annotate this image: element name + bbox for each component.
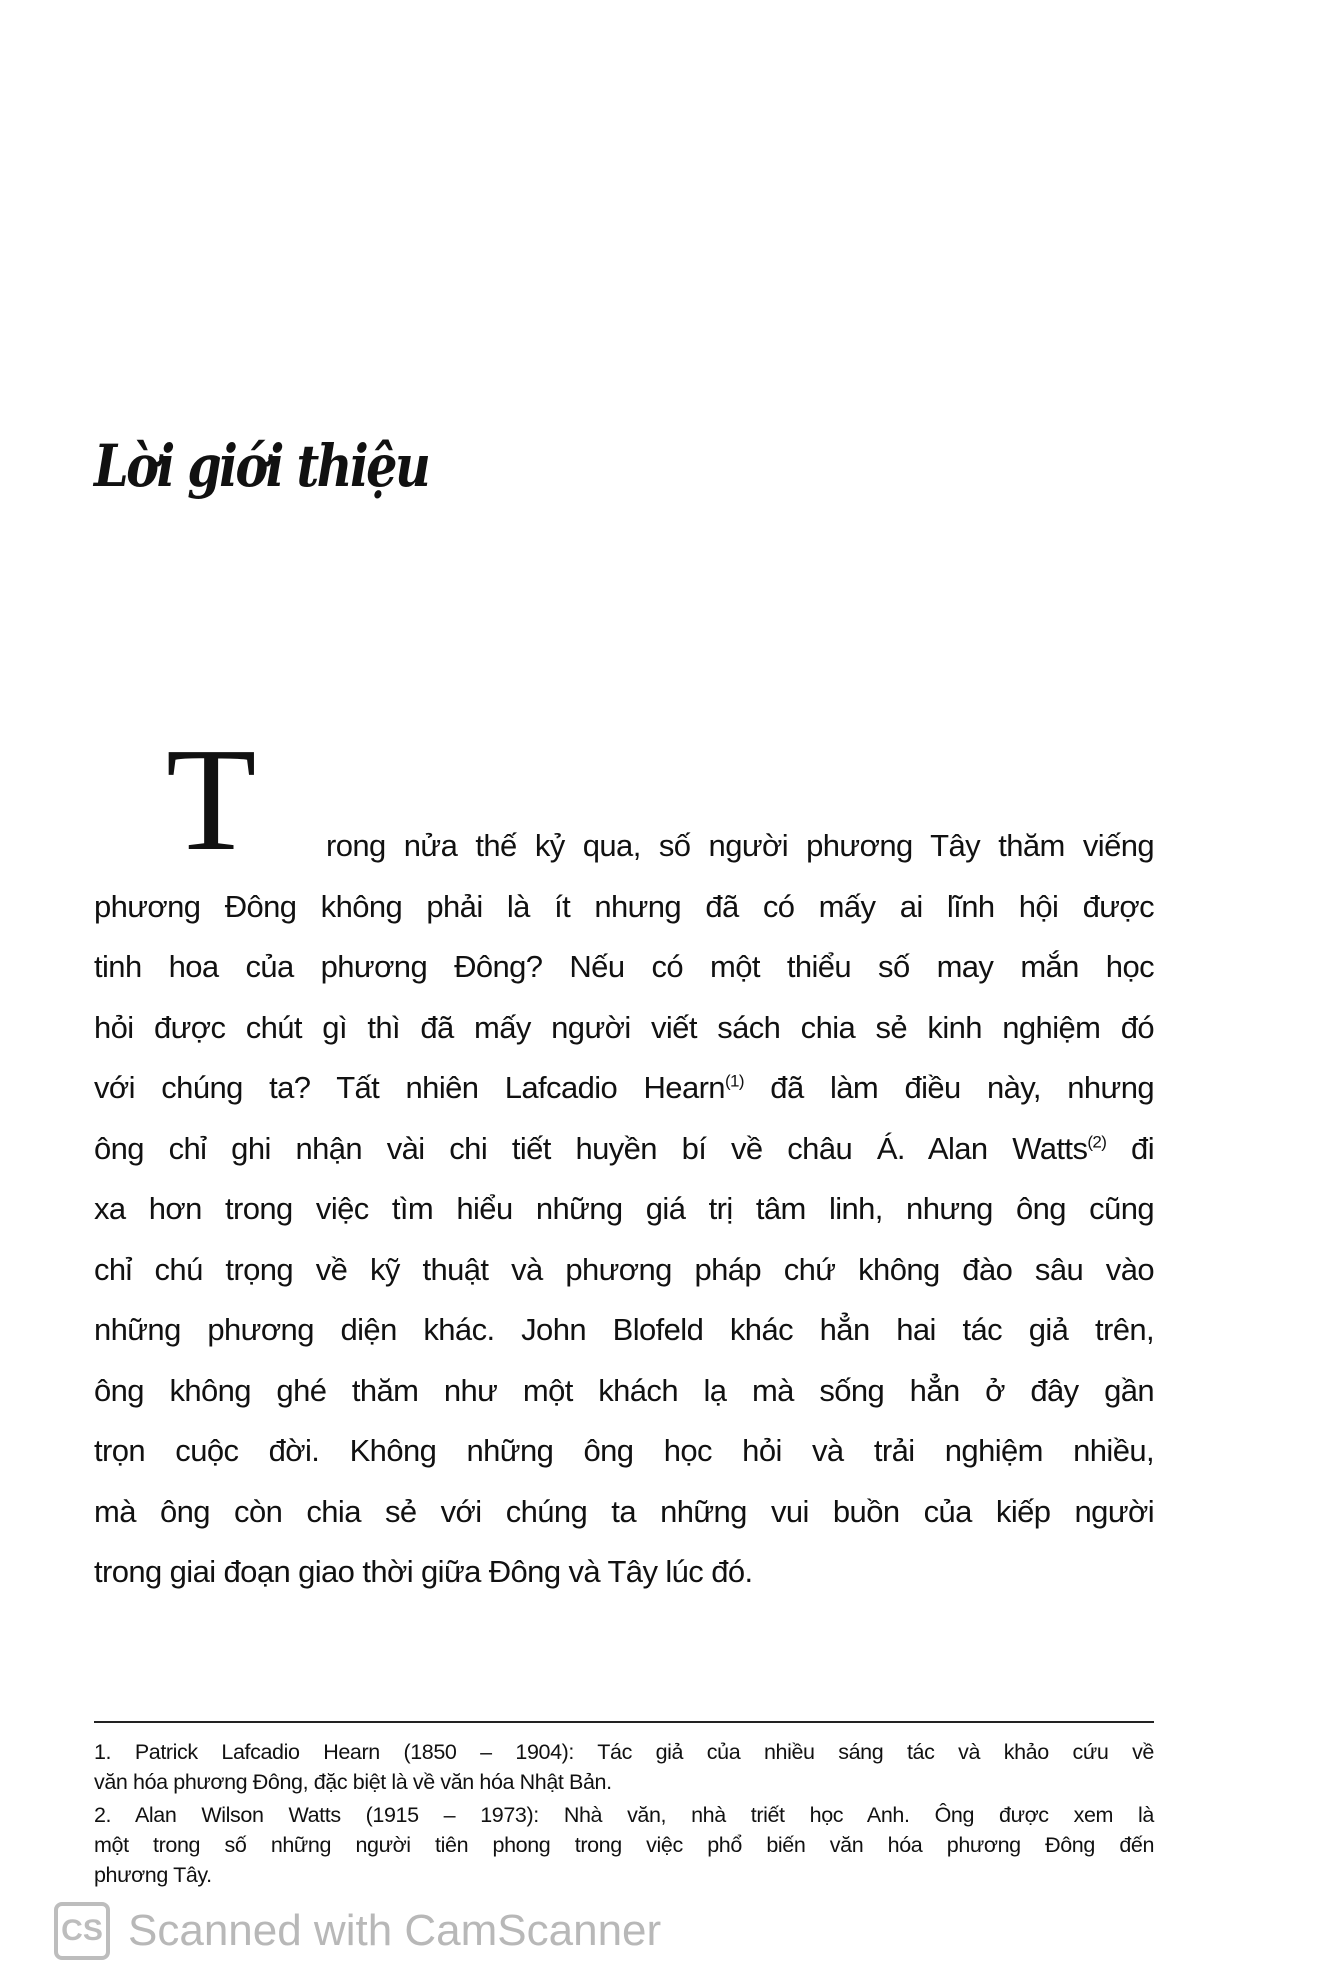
footnote-ref-2: (2) — [1087, 1132, 1107, 1152]
footnote-line: phương Tây. — [94, 1863, 212, 1887]
chapter-title: Lời giới thiệu — [94, 432, 429, 500]
body-line — [94, 1482, 1154, 1543]
footnote-line: 2. Alan Wilson Watts (1915 – 1973): Nhà văn, nhà triết học Anh. Ông được xem là — [94, 1803, 1154, 1827]
footnote-line: 1. Patrick Lafcadio Hearn (1850 – 1904): Tác giả của nhiều sáng tác và khảo cứu về — [94, 1740, 1154, 1764]
footnote-divider — [94, 1721, 1154, 1723]
body-line — [94, 1058, 1154, 1119]
footnote-line: văn hóa phương Đông, đặc biệt là về văn hóa Nhật Bản. — [94, 1770, 612, 1794]
footnote-ref-1: (1) — [724, 1071, 744, 1091]
footnote-1 — [94, 1737, 1154, 1797]
body-line — [94, 998, 1154, 1059]
footnotes — [94, 1737, 1154, 1893]
body-line-text: ông chỉ ghi nhận vài chi tiết huyền bí về châu Á. Alan Watts — [94, 1130, 1088, 1166]
drop-cap: T — [166, 718, 257, 882]
body-line — [94, 1361, 1154, 1422]
body-line-text: đi — [1106, 1130, 1154, 1166]
body-line-text: xa hơn trong việc tìm hiểu những giá trị tâm linh, nhưng ông cũng — [94, 1191, 1154, 1226]
body-line-text: rong nửa thế kỷ qua, số người phương Tây thăm viếng — [326, 828, 1154, 863]
footnote-line: một trong số những người tiên phong trong việc phổ biến văn hóa phương Đông đến — [94, 1833, 1154, 1857]
body-line-text: mà ông còn chia sẻ với chúng ta những vui buồn của kiếp người — [94, 1493, 1154, 1529]
body-text — [94, 816, 1154, 1603]
body-line — [94, 1300, 1154, 1361]
footnote-2 — [94, 1800, 1154, 1890]
camscanner-watermark — [54, 1902, 661, 1960]
body-line-text: phương Đông không phải là ít nhưng đã có mấy ai lĩnh hội được — [94, 888, 1154, 924]
body-line — [94, 877, 1154, 938]
camscanner-logo-icon: CS — [54, 1902, 110, 1960]
watermark-text: Scanned with CamScanner — [128, 1906, 662, 1955]
body-line-text: hỏi được chút gì thì đã mấy người viết sách chia sẻ kinh nghiệm đó — [94, 1009, 1154, 1045]
body-line-text: đã làm điều này, nhưng — [743, 1070, 1154, 1105]
body-line-text: với chúng ta? Tất nhiên Lafcadio Hearn — [94, 1070, 725, 1105]
body-line-text: trong giai đoạn giao thời giữa Đông và Tây lúc đó. — [94, 1554, 753, 1589]
body-line-text: trọn cuộc đời. Không những ông học hỏi và trải nghiệm nhiều, — [94, 1433, 1154, 1468]
body-line-text: những phương diện khác. John Blofeld khác hẳn hai tác giả trên, — [94, 1312, 1154, 1347]
body-line — [94, 1542, 1154, 1603]
body-line — [94, 937, 1154, 998]
body-line-text: chỉ chú trọng về kỹ thuật và phương pháp chứ không đào sâu vào — [94, 1251, 1154, 1287]
body-line — [94, 1179, 1154, 1240]
body-line — [94, 1119, 1154, 1180]
body-line-text: ông không ghé thăm như một khách lạ mà sống hẳn ở đây gần — [94, 1372, 1154, 1408]
body-line-text: tinh hoa của phương Đông? Nếu có một thiểu số may mắn học — [94, 949, 1154, 984]
body-line — [94, 1421, 1154, 1482]
body-line — [326, 816, 1154, 877]
body-line — [94, 1240, 1154, 1301]
